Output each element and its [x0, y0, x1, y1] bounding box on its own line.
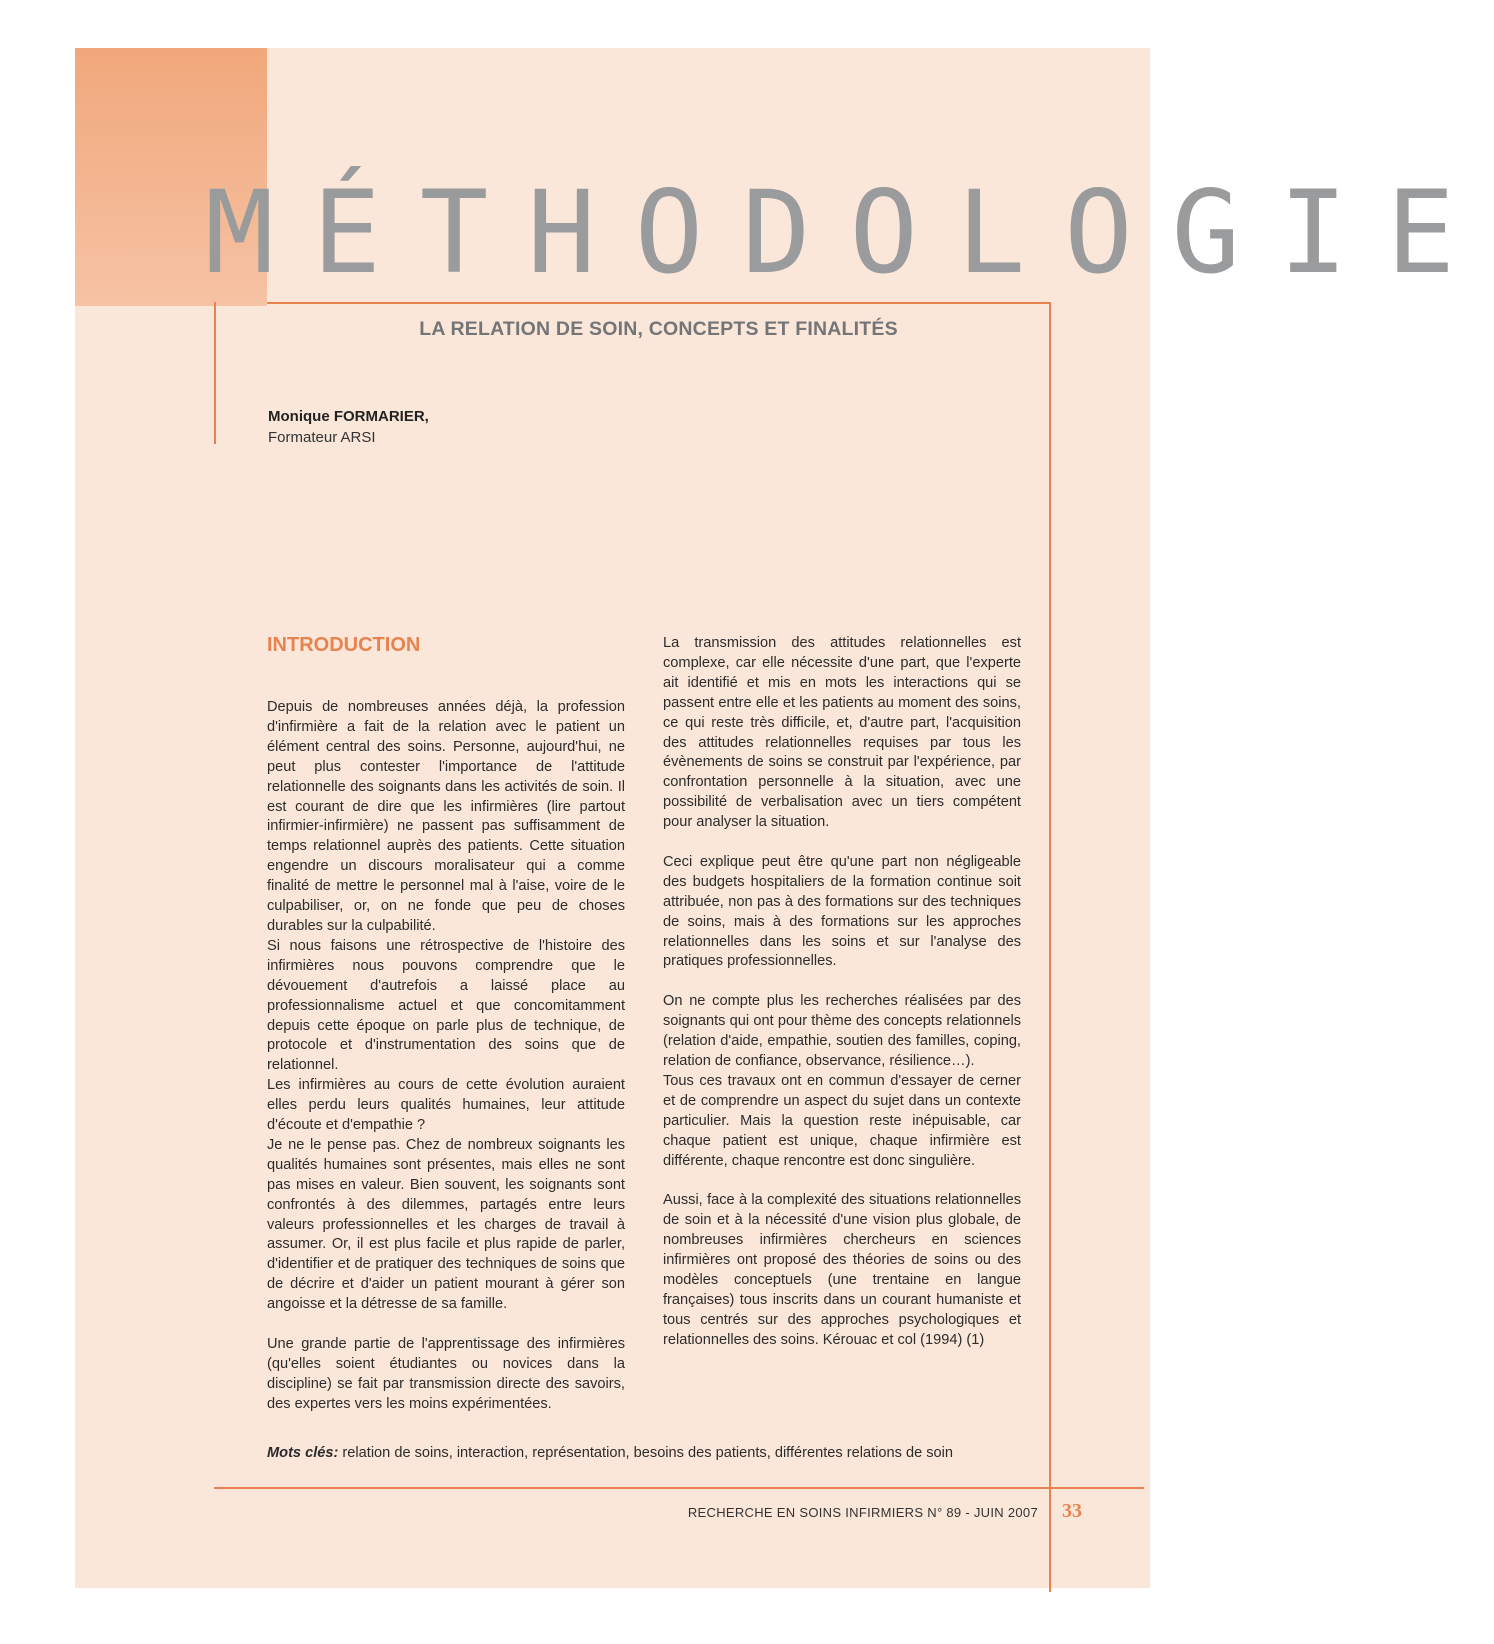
section-heading: INTRODUCTION — [267, 634, 421, 656]
left-column — [267, 634, 625, 1415]
author-role: Formateur ARSI — [268, 429, 376, 446]
top-rule — [267, 302, 1050, 304]
paragraph: Aussi, face à la complexité des situations relationnelles de soin et à la nécessité d'une vision plus globale, de nombreuses infirmières chercheurs en sciences infirmières ont proposé des théories de soins ou des modèles conceptuels (une trentaine en langue françaises) tous inscrits dans un courant humaniste et tous centrés sur des approches psychologiques et relationnelles des soins. Kérouac et col (1994) (1) — [663, 1192, 1021, 1348]
paragraph: Je ne le pense pas. Chez de nombreux soignants les qualités humaines sont présentes, mais elles ne sont pas mises en valeur. Bien souvent, les soignants sont confrontés à des dilemmes, partagés entre leurs valeurs professionnelles et les charges de travail à assumer. Or, il est plus facile et plus rapide de parler, d'identifier et de pratiquer des techniques de soins que de décrire et d'aider un patient mourant à gérer son angoisse et la détresse de sa famille. — [267, 1136, 625, 1313]
paragraph: Depuis de nombreuses années déjà, la profession d'infirmière a fait de la relation avec le patient un élément central des soins. Personne, aujourd'hui, ne peut plus contester l'importance de l'attitude relationnelle des soignants dans les activités de soin. Il est courant de dire que les infirmières (lire partout infirmier-infirmière) ne passent pas suffisamment de temps relationnel auprès des patients. Cette situation engendre un discours moralisateur qui a comme finalité de mettre le personnel mal à l'aise, voire de le culpabiliser, or, on ne fonde que peu de choses durables sur la culpabilité. — [267, 699, 625, 934]
right-rule — [1049, 302, 1051, 1592]
author-block — [268, 406, 429, 448]
paragraph: Si nous faisons une rétrospective de l'histoire des infirmières nous pouvons comprendre que le dévouement d'autrefois a laissé place au professionnalisme actuel et que concomitamment depuis cette époque on parle plus de technique, de protocole et d'instrumentation des soins que de relationnel. — [267, 937, 625, 1074]
right-column — [663, 634, 1021, 1351]
paragraph: Tous ces travaux ont en commun d'essayer de cerner et de comprendre un aspect du sujet dans un contexte particulier. Mais la question reste inépuisable, car chaque patient est unique, chaque infirmière est différente, chaque rencontre est donc singulière. — [663, 1072, 1021, 1169]
rubric-title: MÉTHODOLOGIE — [205, 166, 1494, 299]
paragraph: On ne compte plus les recherches réalisées par des soignants qui ont pour thème des concepts relationnels (relation d'aide, empathie, soutien des familles, coping, relation de confiance, observance, résilience…). — [663, 993, 1021, 1069]
keywords-text: relation de soins, interaction, représentation, besoins des patients, différentes relations de soin — [338, 1445, 954, 1461]
journal-footer: RECHERCHE EN SOINS INFIRMIERS N° 89 - JUIN 2007 — [687, 1505, 1038, 1520]
author-name: Monique FORMARIER, — [268, 408, 429, 425]
paragraph: Les infirmières au cours de cette évolution auraient elles perdu leurs qualités humaines, leur attitude d'écoute et d'empathie ? — [267, 1077, 625, 1134]
paragraph: Une grande partie de l'apprentissage des infirmières (qu'elles soient étudiantes ou novices dans la discipline) se fait par transmission directe des savoirs, des expertes vers les moins expérimentées. — [267, 1335, 625, 1412]
left-rule — [214, 302, 216, 444]
article-title: LA RELATION DE SOIN, CONCEPTS ET FINALITÉS — [419, 318, 898, 340]
bottom-rule — [214, 1487, 1144, 1489]
keywords-line — [267, 1445, 1057, 1461]
paragraph: La transmission des attitudes relationnelles est complexe, car elle nécessite d'une part, que l'experte ait identifié et mis en mots les interactions qui se passent entre elle et les patients au moment des soins, ce qui reste très difficile, et, d'autre part, l'acquisition des attitudes relationnelles requises par tous les évènements de soins se construit par l'expérience, par confrontation personnelle à la situation, avec une possibilité de verbalisation avec un tiers compétent pour analyser la situation. — [663, 635, 1021, 831]
page-number: 33 — [1062, 1500, 1082, 1522]
keywords-label: Mots clés: — [267, 1445, 339, 1461]
paragraph: Ceci explique peut être qu'une part non négligeable des budgets hospitaliers de la formation continue soit attribuée, non pas à des formations sur des techniques de soins, mais à des formations sur les approches relationnelles dans les soins et sur l'analyse des pratiques professionnelles. — [663, 853, 1021, 970]
